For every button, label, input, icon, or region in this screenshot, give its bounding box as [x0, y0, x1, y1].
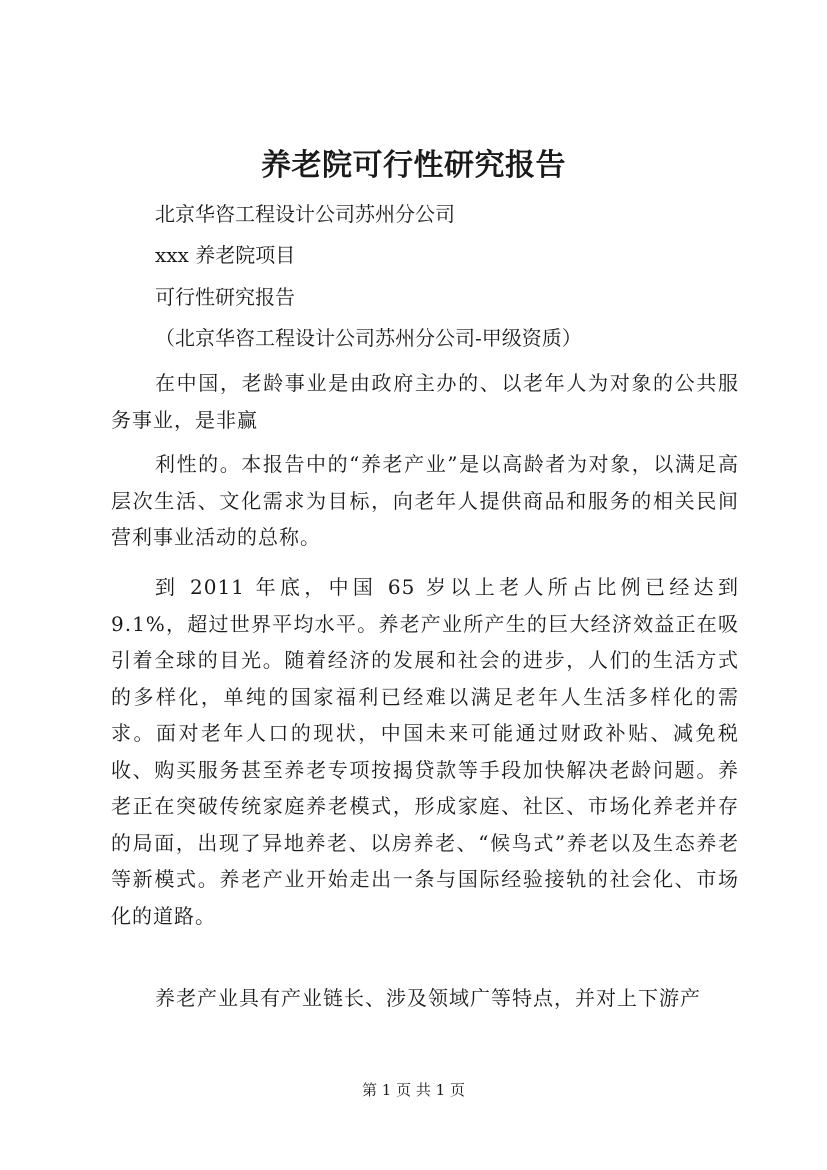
paragraph-4: 养老产业具有产业链长、涉及领域广等特点，并对上下游产: [155, 986, 701, 1010]
paragraph-1: 在中国，老龄事业是由政府主办的、以老年人为对象的公共服务事业，是非赢: [111, 371, 739, 432]
header-line-report-type: 可行性研究报告: [155, 285, 295, 309]
paragraph-2: 利性的。本报告中的“养老产业”是以高龄者为对象，以满足高层次生活、文化需求为目标，向老年人提供商品和服务的相关民间营利事业活动的总称。: [111, 452, 739, 549]
page-footer: 第 1 页 共 1 页: [362, 1081, 465, 1099]
paragraph-3: 到 2011 年底，中国 65 岁以上老人所占比例已经达到 9.1%，超过世界平均水平。养老产业所产生的巨大经济效益正在吸引着全球的目光。随着经济的发展和社会的进步，人们的生活方式的多样化，单纯的国家福利已经难以满足老年人生活多样化的需求。面对老年人口的现状，中国未来可能通过财政补贴、减免税收、购买服务甚至养老专项按揭贷款等手段加快解决老龄问题。养老正在突破传统家庭养老模式，形成家庭、社区、市场化养老并存的局面，出现了异地养老、以房养老、“候鸟式”养老以及生态养老等新模式。养老产业开始走出一条与国际经验接轨的社会化、市场化的道路。: [111, 575, 739, 928]
header-line-company: 北京华咨工程设计公司苏州分公司: [155, 202, 455, 226]
header-line-qualification: （北京华咨工程设计公司苏州分公司-甲级资质）: [155, 326, 582, 350]
header-line-project: xxx 养老院项目: [155, 243, 296, 267]
document-title: 养老院可行性研究报告: [261, 148, 566, 183]
